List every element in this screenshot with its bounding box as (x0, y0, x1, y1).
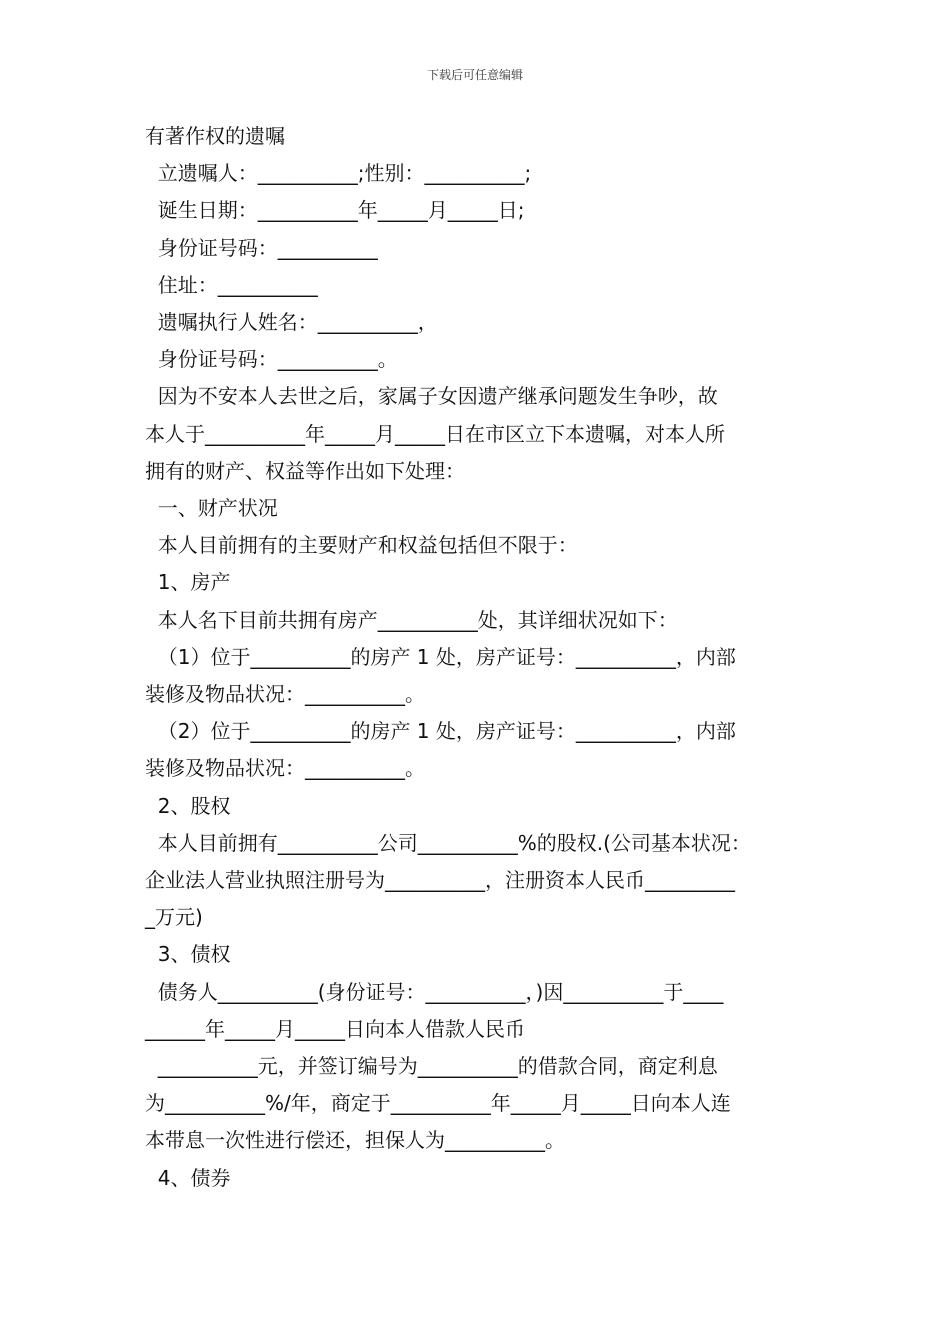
birth-date-line: 诞生日期：__________年_____月_____日; (145, 198, 525, 223)
executor-id-line: 身份证号码：__________。 (145, 347, 398, 372)
subsection-equity: 2、股权 (145, 793, 231, 818)
real-estate-count-line: 本人名下目前共拥有房产__________处，其详细状况如下： (145, 607, 678, 632)
real-estate-item-1-line-2: 装修及物品状况：__________。 (145, 682, 425, 707)
page-header: 下载后可任意编辑 (426, 68, 523, 82)
equity-line-3: _万元) (145, 905, 203, 930)
will-document (145, 118, 825, 1197)
real-estate-item-1-line-1: （1）位于__________的房产 1 处，房产证号：__________，内部 (145, 644, 736, 669)
subsection-bonds: 4、债券 (145, 1165, 231, 1190)
debt-line-2: ______年_____月_____日向本人借款人民币 (145, 1016, 525, 1041)
equity-line-2: 企业法人营业执照注册号为__________，注册资本人民币_________ (145, 868, 735, 893)
real-estate-item-2-line-1: （2）位于__________的房产 1 处，房产证号：__________，内部 (145, 719, 736, 744)
debt-line-3: __________元，并签订编号为__________的借款合同，商定利息 (145, 1054, 718, 1079)
real-estate-item-2-line-2: 装修及物品状况：__________。 (145, 756, 425, 781)
debt-line-5: 本带息一次性进行偿还，担保人为__________。 (145, 1128, 565, 1153)
debt-line-1: 债务人__________(身份证号：__________，)因__________于____ (145, 979, 724, 1004)
address-line: 住址：__________ (145, 272, 318, 297)
testator-name-gender-line: 立遗嘱人：__________;性别：__________; (145, 161, 532, 186)
equity-line-1: 本人目前拥有__________公司__________%的股权.(公司基本状况： (145, 830, 751, 855)
preamble-line-1: 因为不安本人去世之后，家属子女因遗产继承问题发生争吵，故 (145, 384, 718, 409)
subsection-creditor-rights: 3、债权 (145, 942, 231, 967)
preamble-line-2: 本人于__________年_____月_____日在市区立下本遗嘱，对本人所 (145, 421, 725, 446)
section-heading-property: 一、财产状况 (145, 496, 278, 521)
debt-line-4: 为__________%/年，商定于__________年_____月_____日向本人连 (145, 1091, 731, 1116)
executor-name-line: 遗嘱执行人姓名：__________， (145, 310, 438, 335)
preamble-line-3: 拥有的财产、权益等作出如下处理： (145, 458, 465, 483)
subsection-real-estate: 1、房产 (145, 570, 231, 595)
property-intro-line: 本人目前拥有的主要财产和权益包括但不限于： (145, 533, 578, 558)
id-number-line: 身份证号码：__________ (145, 235, 378, 260)
document-title: 有著作权的遗嘱 (145, 124, 285, 148)
